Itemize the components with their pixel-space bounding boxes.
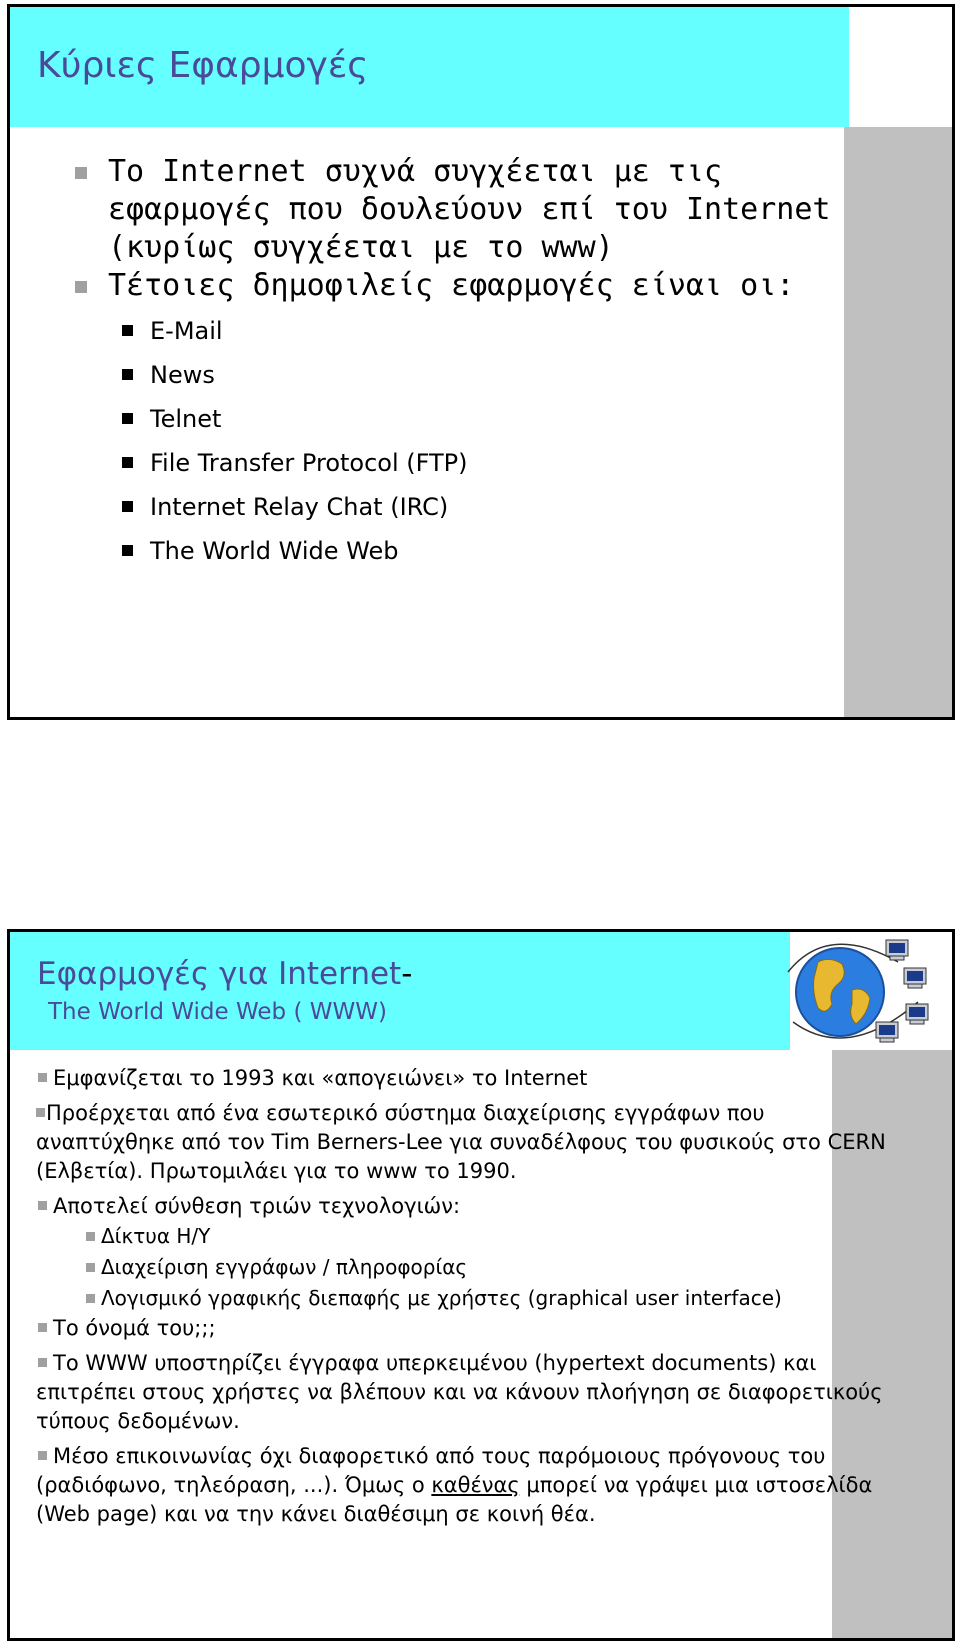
square-bullet-icon bbox=[86, 1294, 95, 1303]
bullet-text: Το Internet συχνά συγχέεται με τις εφαρμογές που δουλεύουν επί του Internet (κυρίως συγχέεται με το www) bbox=[108, 154, 831, 265]
sub-bullet-item bbox=[36, 1252, 896, 1283]
square-bullet-icon bbox=[75, 167, 87, 179]
sub-bullet-item bbox=[36, 1283, 896, 1314]
sub-bullet-item bbox=[10, 309, 890, 353]
underlined-word: καθένας bbox=[431, 1473, 520, 1497]
paragraph bbox=[36, 1442, 896, 1529]
square-bullet-icon bbox=[122, 413, 133, 424]
square-bullet-icon bbox=[122, 501, 133, 512]
sub-bullet-item bbox=[10, 441, 890, 485]
sub-bullet-text: The World Wide Web bbox=[150, 537, 399, 565]
sub-bullet-text: Internet Relay Chat (IRC) bbox=[150, 493, 449, 521]
sub-bullet-text: Telnet bbox=[150, 405, 222, 433]
paragraph bbox=[36, 1349, 896, 1436]
sub-bullet-text: File Transfer Protocol (FTP) bbox=[150, 449, 468, 477]
title-dash: - bbox=[401, 956, 413, 992]
bullet-item bbox=[10, 153, 890, 267]
globe-network-icon bbox=[768, 932, 938, 1050]
paragraph bbox=[36, 1064, 896, 1093]
sub-bullet-item bbox=[10, 485, 890, 529]
square-bullet-icon bbox=[75, 281, 87, 293]
square-bullet-icon bbox=[38, 1201, 47, 1210]
square-bullet-icon bbox=[122, 369, 133, 380]
square-bullet-icon bbox=[36, 1108, 45, 1117]
slide-body bbox=[36, 1064, 896, 1529]
sub-bullet-text: Λογισμικό γραφικής διεπαφής με χρήστες (graphical user interface) bbox=[101, 1286, 782, 1310]
bullet-text: Τέτοιες δημοφιλείς εφαρμογές είναι οι: bbox=[108, 268, 795, 303]
sub-bullet-text: News bbox=[150, 361, 215, 389]
square-bullet-icon bbox=[86, 1232, 95, 1241]
slide-main-applications bbox=[7, 4, 955, 720]
square-bullet-icon bbox=[38, 1323, 47, 1332]
paragraph-text: Αποτελεί σύνθεση τριών τεχνολογιών: bbox=[53, 1194, 461, 1218]
square-bullet-icon bbox=[122, 457, 133, 468]
square-bullet-icon bbox=[86, 1263, 95, 1272]
bullet-list bbox=[10, 153, 890, 573]
paragraph-text: Το όνομά του;;; bbox=[53, 1316, 216, 1340]
paragraph-text: μπορεί να γράψει μια ιστοσελίδα (Web page) και να την κάνει διαθέσιμη σε κοινή θέα. bbox=[36, 1473, 873, 1526]
square-bullet-icon bbox=[122, 545, 133, 556]
sub-bullet-text: E-Mail bbox=[150, 317, 223, 345]
sub-bullet-item bbox=[10, 529, 890, 573]
paragraph-text: Εμφανίζεται το 1993 και «απογειώνει» το Internet bbox=[53, 1066, 588, 1090]
bullet-item bbox=[10, 267, 890, 305]
square-bullet-icon bbox=[38, 1073, 47, 1082]
sub-bullet-item bbox=[36, 1221, 896, 1252]
slide-title: Κύριες Εφαρμογές bbox=[37, 45, 369, 86]
paragraph bbox=[36, 1192, 896, 1221]
sub-bullet-text: Δίκτυα Η/Υ bbox=[101, 1224, 211, 1248]
square-bullet-icon bbox=[122, 325, 133, 336]
paragraph-text: Το WWW υποστηρίζει έγγραφα υπερκειμένου (hypertext documents) και επιτρέπει στους χρήστες να βλέπουν και να κάνουν πλοήγηση σε διαφορετικούς τύπους δεδομένων. bbox=[36, 1351, 883, 1433]
sub-bullet-text: Διαχείριση εγγράφων / πληροφορίας bbox=[101, 1255, 468, 1279]
sub-bullet-item bbox=[10, 397, 890, 441]
paragraph-text: Μέσο επικοινωνίας όχι διαφορετικό από τους παρόμοιους πρόγονους του (ραδιόφωνο, τηλεόραση, ...). Όμως ο bbox=[36, 1444, 826, 1497]
slide-www bbox=[7, 929, 955, 1641]
square-bullet-icon bbox=[38, 1451, 47, 1460]
square-bullet-icon bbox=[38, 1358, 47, 1367]
paragraph bbox=[36, 1314, 896, 1343]
slide-title-text: Εφαρμογές για Internet bbox=[37, 956, 402, 992]
slide-subtitle: The World Wide Web ( WWW) bbox=[48, 999, 387, 1025]
paragraph bbox=[36, 1099, 896, 1186]
sub-bullet-item bbox=[10, 353, 890, 397]
paragraph-text: Προέρχεται από ένα εσωτερικό σύστημα διαχείρισης εγγράφων που αναπτύχθηκε από τον Tim Berners-Lee για συναδέλφους του φυσικούς στο CERN (Ελβετία). Πρωτομιλάει για το www το 1990. bbox=[36, 1101, 886, 1183]
slide-title bbox=[37, 956, 412, 992]
